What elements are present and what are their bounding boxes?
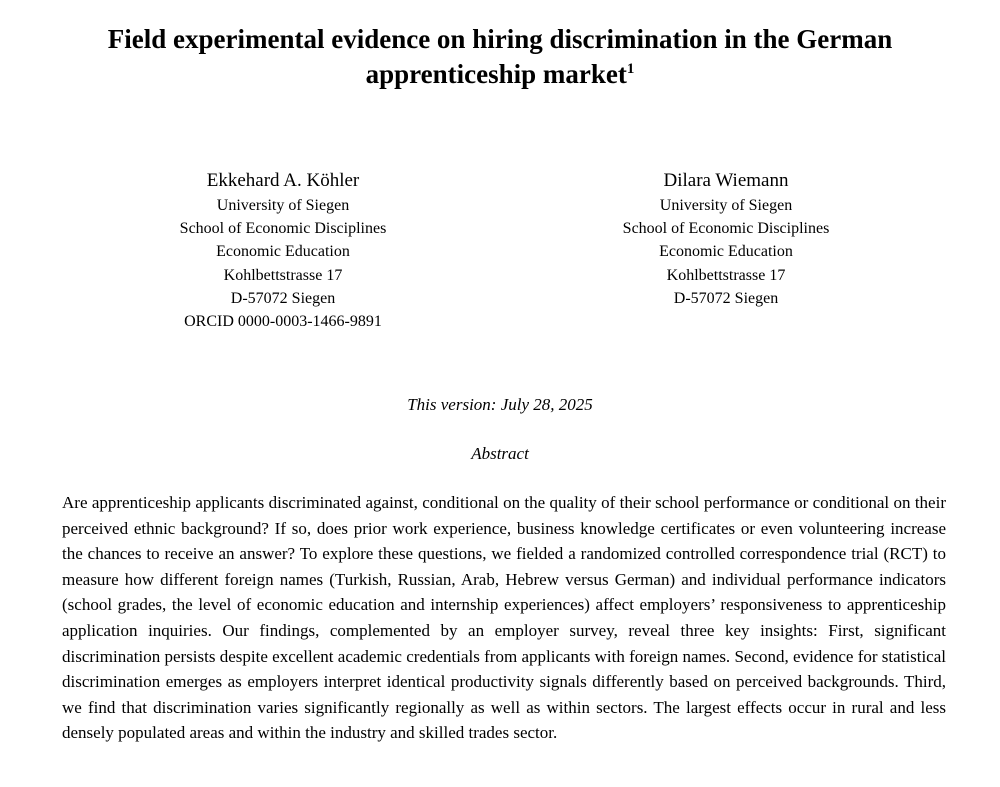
paper-title-text: Field experimental evidence on hiring discrimination in the German apprenticeship market bbox=[107, 24, 893, 89]
author-affiliation-street: Kohlbettstrasse 17 bbox=[666, 266, 786, 284]
author-affiliation-department: Economic Education bbox=[216, 243, 350, 261]
author-name: Ekkehard A. Köhler bbox=[206, 170, 360, 191]
author-affiliation-city: D-57072 Siegen bbox=[230, 289, 336, 307]
title-footnote-marker[interactable]: 1 bbox=[626, 61, 635, 77]
author-block-1 bbox=[113, 168, 453, 333]
author-affiliation-university: University of Siegen bbox=[216, 197, 350, 214]
author-affiliation-school: School of Economic Disciplines bbox=[622, 220, 830, 238]
author-affiliation-university: University of Siegen bbox=[659, 197, 793, 214]
author-affiliation-city: D-57072 Siegen bbox=[673, 289, 779, 307]
author-orcid: ORCID 0000-0003-1466-9891 bbox=[184, 313, 382, 331]
abstract-body: Are apprenticeship applicants discriminated against, conditional on the quality of their school performance or conditional on their perceived ethnic background? If so, does prior work experience, business knowledge certificates or even volunteering increase the chances to receive an answer? To explore these questions, we fielded a randomized controlled correspondence trial (RCT) to measure how different foreign names (Turkish, Russian, Arab, Hebrew versus German) and individual performance indicators (school grades, the level of economic education and internship experiences) affect employers’ responsiveness to apprenticeship application inquiries. Our findings, complemented by an employer survey, reveal three key insights: First, significant discrimination persists despite excellent academic credentials from applicants with foreign names. Second, evidence for statistical discrimination emerges as employers interpret identical productivity signals differently based on perceived backgrounds. Third, we find that discrimination varies significantly regionally as well as within sectors. The largest effects occur in rural and less densely populated areas and within the industry and skilled trades sector. bbox=[62, 493, 946, 743]
author-affiliation-street: Kohlbettstrasse 17 bbox=[223, 266, 343, 284]
paper-title bbox=[60, 22, 940, 92]
author-name: Dilara Wiemann bbox=[663, 170, 789, 191]
author-block-2 bbox=[556, 168, 896, 310]
author-affiliation-school: School of Economic Disciplines bbox=[179, 220, 387, 238]
version-date: This version: July 28, 2025 bbox=[407, 395, 593, 414]
abstract-heading: Abstract bbox=[471, 444, 529, 463]
author-affiliation-department: Economic Education bbox=[659, 243, 793, 261]
